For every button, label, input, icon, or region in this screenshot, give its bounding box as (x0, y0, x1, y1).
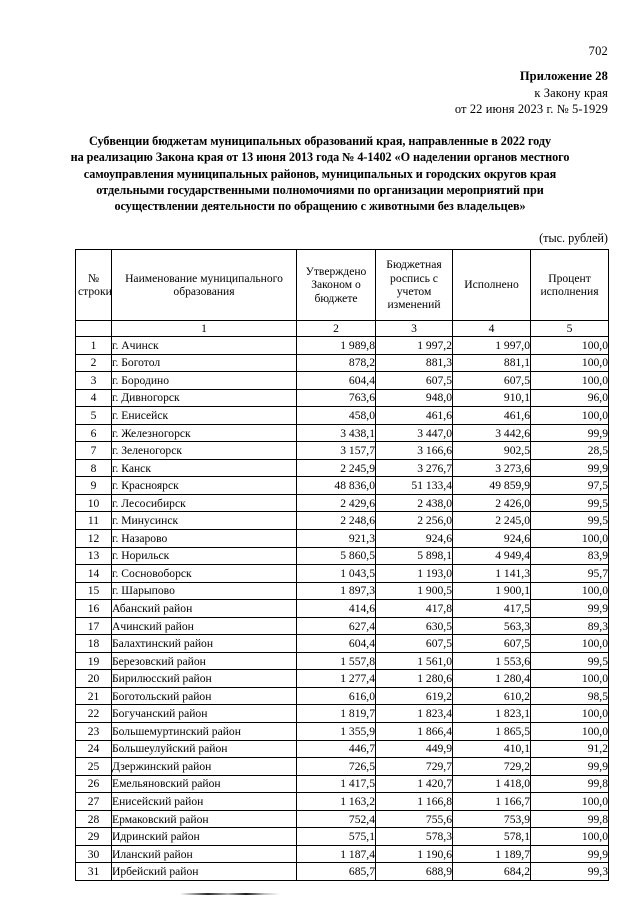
cell-percent: 99,9 (531, 424, 609, 442)
cell-percent: 100,0 (531, 582, 609, 600)
cell-row-number: 4 (76, 389, 112, 407)
cell-percent: 100,0 (531, 723, 609, 741)
cell-approved: 3 157,7 (297, 442, 376, 460)
cell-municipality: г. Красноярск (112, 477, 297, 495)
cell-executed: 610,2 (453, 687, 531, 705)
table-row (76, 547, 609, 565)
cell-municipality: Абанский район (112, 600, 297, 618)
cell-municipality: г. Шарыпово (112, 582, 297, 600)
cell-percent: 99,9 (531, 459, 609, 477)
appendix-title: Приложение 28 (519, 69, 608, 83)
cell-row-number: 18 (76, 635, 112, 653)
cell-executed: 2 426,0 (453, 494, 531, 512)
cell-row-number: 10 (76, 494, 112, 512)
cell-schedule: 881,3 (376, 354, 453, 372)
table-row (76, 459, 609, 477)
cell-approved: 1 043,5 (297, 565, 376, 583)
cell-approved: 763,6 (297, 389, 376, 407)
colnum-2: 2 (297, 321, 376, 337)
cell-schedule: 1 900,5 (376, 582, 453, 600)
cell-executed: 881,1 (453, 354, 531, 372)
cell-approved: 5 860,5 (297, 547, 376, 565)
table-row (76, 442, 609, 460)
cell-percent: 99,5 (531, 512, 609, 530)
cell-schedule: 755,6 (376, 810, 453, 828)
cell-executed: 3 442,6 (453, 424, 531, 442)
table-row (76, 652, 609, 670)
cell-percent: 100,0 (531, 372, 609, 390)
cell-approved: 878,2 (297, 354, 376, 372)
cell-approved: 3 438,1 (297, 424, 376, 442)
cell-approved: 685,7 (297, 863, 376, 881)
cell-approved: 575,1 (297, 828, 376, 846)
cell-percent: 100,0 (531, 793, 609, 811)
cell-municipality: г. Сосновоборск (112, 565, 297, 583)
document-title-line-3: самоуправления муниципальных районов, муниципальных и городских округов края (83, 166, 557, 181)
cell-approved: 2 248,6 (297, 512, 376, 530)
cell-approved: 48 836,0 (297, 477, 376, 495)
cell-row-number: 12 (76, 530, 112, 548)
cell-approved: 1 187,4 (297, 845, 376, 863)
cell-schedule: 607,5 (376, 635, 453, 653)
cell-approved: 726,5 (297, 758, 376, 776)
header-schedule-line-2: роспись с (390, 271, 438, 285)
cell-row-number: 31 (76, 863, 112, 881)
cell-executed: 1 553,6 (453, 652, 531, 670)
cell-executed: 684,2 (453, 863, 531, 881)
cell-row-number: 19 (76, 652, 112, 670)
cell-approved: 2 245,9 (297, 459, 376, 477)
cell-executed: 607,5 (453, 635, 531, 653)
cell-approved: 604,4 (297, 635, 376, 653)
document-title-line-4: отдельными государственными полномочиями по организации мероприятий при (96, 182, 544, 197)
cell-schedule: 51 133,4 (376, 477, 453, 495)
cell-row-number: 2 (76, 354, 112, 372)
cell-percent: 100,0 (531, 828, 609, 846)
cell-schedule: 578,3 (376, 828, 453, 846)
cell-executed: 1 997,0 (453, 337, 531, 355)
cell-percent: 98,5 (531, 687, 609, 705)
table-row (76, 565, 609, 583)
cell-row-number: 17 (76, 617, 112, 635)
cell-schedule: 1 193,0 (376, 565, 453, 583)
cell-executed: 49 859,9 (453, 477, 531, 495)
cell-municipality: Боготольский район (112, 687, 297, 705)
cell-percent: 91,2 (531, 740, 609, 758)
appendix-law-line: к Закону края (534, 85, 608, 100)
cell-executed: 1 280,4 (453, 670, 531, 688)
table-row (76, 670, 609, 688)
header-row-number (76, 250, 112, 321)
cell-percent: 99,3 (531, 863, 609, 881)
cell-percent: 100,0 (531, 635, 609, 653)
table-row (76, 810, 609, 828)
cell-percent: 100,0 (531, 670, 609, 688)
cell-executed: 1 418,0 (453, 775, 531, 793)
cell-municipality: г. Норильск (112, 547, 297, 565)
cell-municipality: г. Лесосибирск (112, 494, 297, 512)
cell-row-number: 27 (76, 793, 112, 811)
table-row (76, 337, 609, 355)
cell-municipality: г. Боготол (112, 354, 297, 372)
cell-percent: 96,0 (531, 389, 609, 407)
header-budget-schedule (376, 250, 453, 321)
cell-percent: 100,0 (531, 705, 609, 723)
cell-municipality: Дзержинский район (112, 758, 297, 776)
table-row (76, 372, 609, 390)
cell-executed: 1 166,7 (453, 793, 531, 811)
cell-approved: 1 989,8 (297, 337, 376, 355)
header-approved-by-budget-law (297, 250, 376, 321)
header-percent-line-1: Процент (548, 271, 591, 285)
cell-row-number: 7 (76, 442, 112, 460)
cell-municipality: г. Дивногорск (112, 389, 297, 407)
table-row (76, 582, 609, 600)
document-title-line-5: осуществлении деятельности по обращению с животными без владельцев» (114, 199, 526, 214)
table-row (76, 512, 609, 530)
cell-executed: 1 865,5 (453, 723, 531, 741)
colnum-4: 4 (453, 321, 531, 337)
cell-approved: 1 355,9 (297, 723, 376, 741)
table-row (76, 775, 609, 793)
cell-schedule: 449,9 (376, 740, 453, 758)
cell-municipality: г. Назарово (112, 530, 297, 548)
appendix-reference-block (455, 68, 608, 118)
cell-approved: 1 417,5 (297, 775, 376, 793)
header-approved-line-3: бюджете (314, 291, 358, 305)
cell-approved: 1 277,4 (297, 670, 376, 688)
cell-row-number: 5 (76, 407, 112, 425)
cell-executed: 902,5 (453, 442, 531, 460)
units-note: (тыс. рублей) (539, 231, 608, 245)
cell-municipality: г. Канск (112, 459, 297, 477)
colnum-5: 5 (531, 321, 609, 337)
cell-percent: 97,5 (531, 477, 609, 495)
cell-percent: 89,3 (531, 617, 609, 635)
cell-municipality: Ачинский район (112, 617, 297, 635)
header-executed: Исполнено (453, 250, 531, 321)
cell-municipality: Большеулуйский район (112, 740, 297, 758)
cell-row-number: 6 (76, 424, 112, 442)
cell-row-number: 11 (76, 512, 112, 530)
cell-municipality: Березовский район (112, 652, 297, 670)
table-row (76, 758, 609, 776)
cell-percent: 99,8 (531, 810, 609, 828)
table-row (76, 740, 609, 758)
cell-executed: 2 245,0 (453, 512, 531, 530)
cell-municipality: Емельяновский район (112, 775, 297, 793)
header-municipality-name-line-1: Наименование муниципального (125, 271, 283, 285)
table-row (76, 793, 609, 811)
cell-schedule: 417,8 (376, 600, 453, 618)
cell-row-number: 1 (76, 337, 112, 355)
table-row (76, 530, 609, 548)
cell-municipality: Идринский район (112, 828, 297, 846)
subventions-table (75, 249, 609, 881)
document-title (46, 133, 594, 214)
cell-municipality: Енисейский район (112, 793, 297, 811)
cell-percent: 83,9 (531, 547, 609, 565)
cell-row-number: 3 (76, 372, 112, 390)
cell-executed: 461,6 (453, 407, 531, 425)
cell-row-number: 29 (76, 828, 112, 846)
cell-municipality: Ермаковский район (112, 810, 297, 828)
cell-schedule: 619,2 (376, 687, 453, 705)
appendix-date-number-line: от 22 июня 2023 г. № 5-1929 (454, 102, 608, 116)
header-schedule-line-1: Бюджетная (386, 258, 442, 272)
header-percent-executed (531, 250, 609, 321)
cell-executed: 410,1 (453, 740, 531, 758)
header-schedule-line-3: учетом (396, 285, 432, 298)
cell-municipality: г. Железногорск (112, 424, 297, 442)
table-row (76, 617, 609, 635)
header-schedule-line-4: изменений (387, 298, 441, 312)
cell-percent: 100,0 (531, 354, 609, 372)
table-row (76, 600, 609, 618)
cell-schedule: 3 447,0 (376, 424, 453, 442)
cell-percent: 99,8 (531, 775, 609, 793)
cell-schedule: 688,9 (376, 863, 453, 881)
cell-percent: 99,9 (531, 845, 609, 863)
cell-executed: 417,5 (453, 600, 531, 618)
cell-schedule: 1 190,6 (376, 845, 453, 863)
cell-schedule: 1 823,4 (376, 705, 453, 723)
table-row (76, 828, 609, 846)
cell-row-number: 13 (76, 547, 112, 565)
cell-executed: 1 141,3 (453, 565, 531, 583)
cell-schedule: 729,7 (376, 758, 453, 776)
cell-executed: 1 189,7 (453, 845, 531, 863)
cell-municipality: Большемуртинский район (112, 723, 297, 741)
cell-executed: 910,1 (453, 389, 531, 407)
table-row (76, 687, 609, 705)
table-row (76, 705, 609, 723)
colnum-1: 1 (112, 321, 297, 337)
cell-approved: 1 819,7 (297, 705, 376, 723)
cell-percent: 100,0 (531, 530, 609, 548)
cell-schedule: 1 997,2 (376, 337, 453, 355)
header-percent-line-2: исполнения (540, 285, 599, 298)
cell-executed: 4 949,4 (453, 547, 531, 565)
cell-schedule: 1 420,7 (376, 775, 453, 793)
cell-municipality: Балахтинский район (112, 635, 297, 653)
cell-approved: 2 429,6 (297, 494, 376, 512)
document-title-line-1: Субвенции бюджетам муниципальных образований края, направленные в 2022 году (89, 134, 551, 148)
cell-percent: 99,9 (531, 600, 609, 618)
cell-municipality: г. Минусинск (112, 512, 297, 530)
cell-schedule: 630,5 (376, 617, 453, 635)
cell-row-number: 28 (76, 810, 112, 828)
header-row-number-line-1: № (87, 271, 100, 285)
cell-schedule: 948,0 (376, 389, 453, 407)
cell-approved: 616,0 (297, 687, 376, 705)
cell-schedule: 2 256,0 (376, 512, 453, 530)
cell-municipality: г. Бородино (112, 372, 297, 390)
table-row (76, 723, 609, 741)
cell-schedule: 607,5 (376, 372, 453, 390)
cell-executed: 578,1 (453, 828, 531, 846)
header-approved-line-1: Утверждено (305, 264, 367, 278)
cell-percent: 99,9 (531, 758, 609, 776)
cell-row-number: 20 (76, 670, 112, 688)
cell-row-number: 30 (76, 845, 112, 863)
cell-percent: 100,0 (531, 337, 609, 355)
cell-approved: 627,4 (297, 617, 376, 635)
cell-approved: 921,3 (297, 530, 376, 548)
cell-percent: 95,7 (531, 565, 609, 583)
cell-row-number: 15 (76, 582, 112, 600)
cell-municipality: Богучанский район (112, 705, 297, 723)
cell-percent: 99,5 (531, 494, 609, 512)
cell-row-number: 23 (76, 723, 112, 741)
document-title-line-2: на реализацию Закона края от 13 июня 2013 года № 4-1402 «О наделении органов местного (70, 150, 570, 165)
cell-schedule: 1 166,8 (376, 793, 453, 811)
cell-approved: 1 163,2 (297, 793, 376, 811)
scan-artifact-mark (180, 893, 280, 895)
cell-approved: 1 897,3 (297, 582, 376, 600)
cell-executed: 563,3 (453, 617, 531, 635)
cell-percent: 100,0 (531, 407, 609, 425)
cell-schedule: 3 166,6 (376, 442, 453, 460)
cell-schedule: 1 280,6 (376, 670, 453, 688)
cell-schedule: 461,6 (376, 407, 453, 425)
colnum-3: 3 (376, 321, 453, 337)
header-municipality-name (112, 250, 297, 321)
cell-approved: 752,4 (297, 810, 376, 828)
header-row-number-line-2: строки (78, 285, 112, 298)
table-body (76, 337, 609, 881)
cell-executed: 3 273,6 (453, 459, 531, 477)
cell-municipality: Бирилюсский район (112, 670, 297, 688)
cell-schedule: 3 276,7 (376, 459, 453, 477)
table-row (76, 863, 609, 881)
cell-schedule: 5 898,1 (376, 547, 453, 565)
table-header-row (76, 250, 609, 321)
cell-municipality: г. Зеленогорск (112, 442, 297, 460)
table-row (76, 407, 609, 425)
table-column-numbering-row (76, 321, 609, 337)
cell-row-number: 25 (76, 758, 112, 776)
table-row (76, 635, 609, 653)
cell-approved: 604,4 (297, 372, 376, 390)
colnum-0 (76, 321, 112, 337)
subventions-table-wrapper (75, 249, 608, 881)
cell-approved: 458,0 (297, 407, 376, 425)
cell-municipality: г. Енисейск (112, 407, 297, 425)
cell-row-number: 9 (76, 477, 112, 495)
cell-row-number: 14 (76, 565, 112, 583)
cell-approved: 446,7 (297, 740, 376, 758)
table-row (76, 477, 609, 495)
cell-municipality: Иланский район (112, 845, 297, 863)
cell-approved: 1 557,8 (297, 652, 376, 670)
cell-executed: 607,5 (453, 372, 531, 390)
cell-approved: 414,6 (297, 600, 376, 618)
table-row (76, 424, 609, 442)
cell-row-number: 16 (76, 600, 112, 618)
cell-municipality: Ирбейский район (112, 863, 297, 881)
table-row (76, 389, 609, 407)
cell-executed: 1 823,1 (453, 705, 531, 723)
cell-executed: 753,9 (453, 810, 531, 828)
cell-percent: 28,5 (531, 442, 609, 460)
cell-schedule: 2 438,0 (376, 494, 453, 512)
cell-row-number: 24 (76, 740, 112, 758)
cell-schedule: 1 561,0 (376, 652, 453, 670)
page-number: 702 (588, 44, 608, 58)
cell-row-number: 22 (76, 705, 112, 723)
table-header (76, 250, 609, 337)
cell-executed: 924,6 (453, 530, 531, 548)
cell-schedule: 924,6 (376, 530, 453, 548)
cell-row-number: 26 (76, 775, 112, 793)
cell-executed: 729,2 (453, 758, 531, 776)
cell-executed: 1 900,1 (453, 582, 531, 600)
cell-row-number: 8 (76, 459, 112, 477)
header-municipality-name-line-2: образования (173, 285, 235, 298)
cell-municipality: г. Ачинск (112, 337, 297, 355)
cell-percent: 99,5 (531, 652, 609, 670)
header-approved-line-2: Законом о (311, 278, 361, 292)
cell-schedule: 1 866,4 (376, 723, 453, 741)
table-row (76, 494, 609, 512)
cell-row-number: 21 (76, 687, 112, 705)
table-row (76, 845, 609, 863)
table-row (76, 354, 609, 372)
